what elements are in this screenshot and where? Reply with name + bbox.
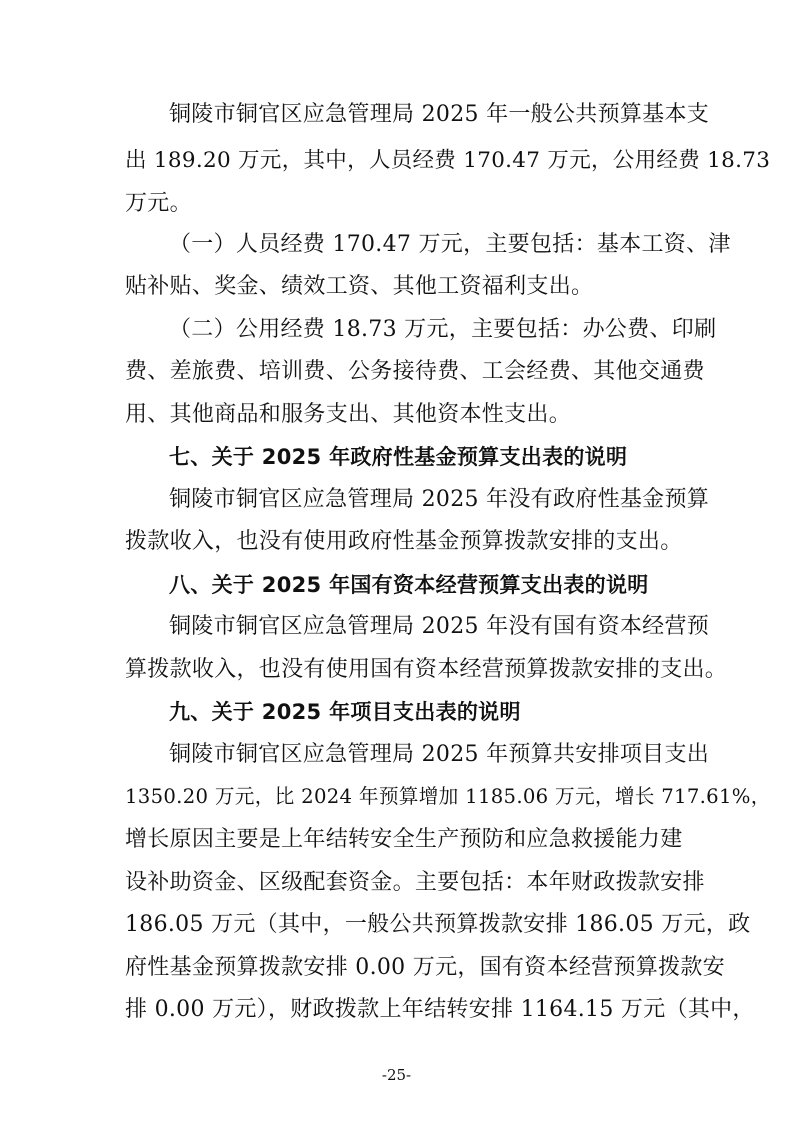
text-line: 铜陵市铜官区应急管理局 2025 年预算共安排项目支出: [169, 742, 710, 767]
text-line: 增长原因主要是上年结转安全生产预防和应急救援能力建: [125, 827, 683, 852]
text-line: 费、差旅费、培训费、公务接待费、工会经费、其他交通费: [125, 359, 705, 384]
text-line: 186.05 万元（其中，一般公共预算拨款安排 186.05 万元，政: [125, 912, 751, 937]
section-heading-8: 八、关于 2025 年国有资本经营预算支出表的说明: [169, 573, 649, 597]
text-line: （二）公用经费 18.73 万元，主要包括：办公费、印刷: [169, 317, 717, 342]
section-heading-7: 七、关于 2025 年政府性基金预算支出表的说明: [169, 445, 628, 469]
text-line: 万元。: [125, 191, 192, 216]
text-line: 用、其他商品和服务支出、其他资本性支出。: [125, 402, 572, 427]
section-heading-9: 九、关于 2025 年项目支出表的说明: [169, 700, 521, 724]
text-line: 设补助资金、区级配套资金。主要包括：本年财政拨款安排: [125, 870, 705, 895]
text-line: 贴补贴、奖金、绩效工资、其他工资福利支出。: [125, 274, 594, 299]
page-number: -25-: [381, 1066, 412, 1084]
text-line: 1350.20 万元，比 2024 年预算增加 1185.06 万元，增长 717.61%，: [125, 785, 771, 808]
text-line: 出 189.20 万元，其中，人员经费 170.47 万元，公用经费 18.73: [125, 148, 771, 173]
text-line: 府性基金预算拨款安排 0.00 万元，国有资本经营预算拨款安: [125, 955, 725, 980]
text-line: 排 0.00 万元），财政拨款上年结转安排 1164.15 万元（其中，: [125, 997, 755, 1022]
text-line: 铜陵市铜官区应急管理局 2025 年一般公共预算基本支: [169, 102, 710, 127]
text-line: 算拨款收入，也没有使用国有资本经营预算拨款安排的支出。: [125, 657, 728, 682]
text-line: 铜陵市铜官区应急管理局 2025 年没有国有资本经营预: [169, 614, 710, 639]
text-line: 拨款收入，也没有使用政府性基金预算拨款安排的支出。: [125, 529, 683, 554]
text-line: （一）人员经费 170.47 万元，主要包括：基本工资、津: [169, 232, 731, 257]
text-line: 铜陵市铜官区应急管理局 2025 年没有政府性基金预算: [169, 487, 710, 512]
